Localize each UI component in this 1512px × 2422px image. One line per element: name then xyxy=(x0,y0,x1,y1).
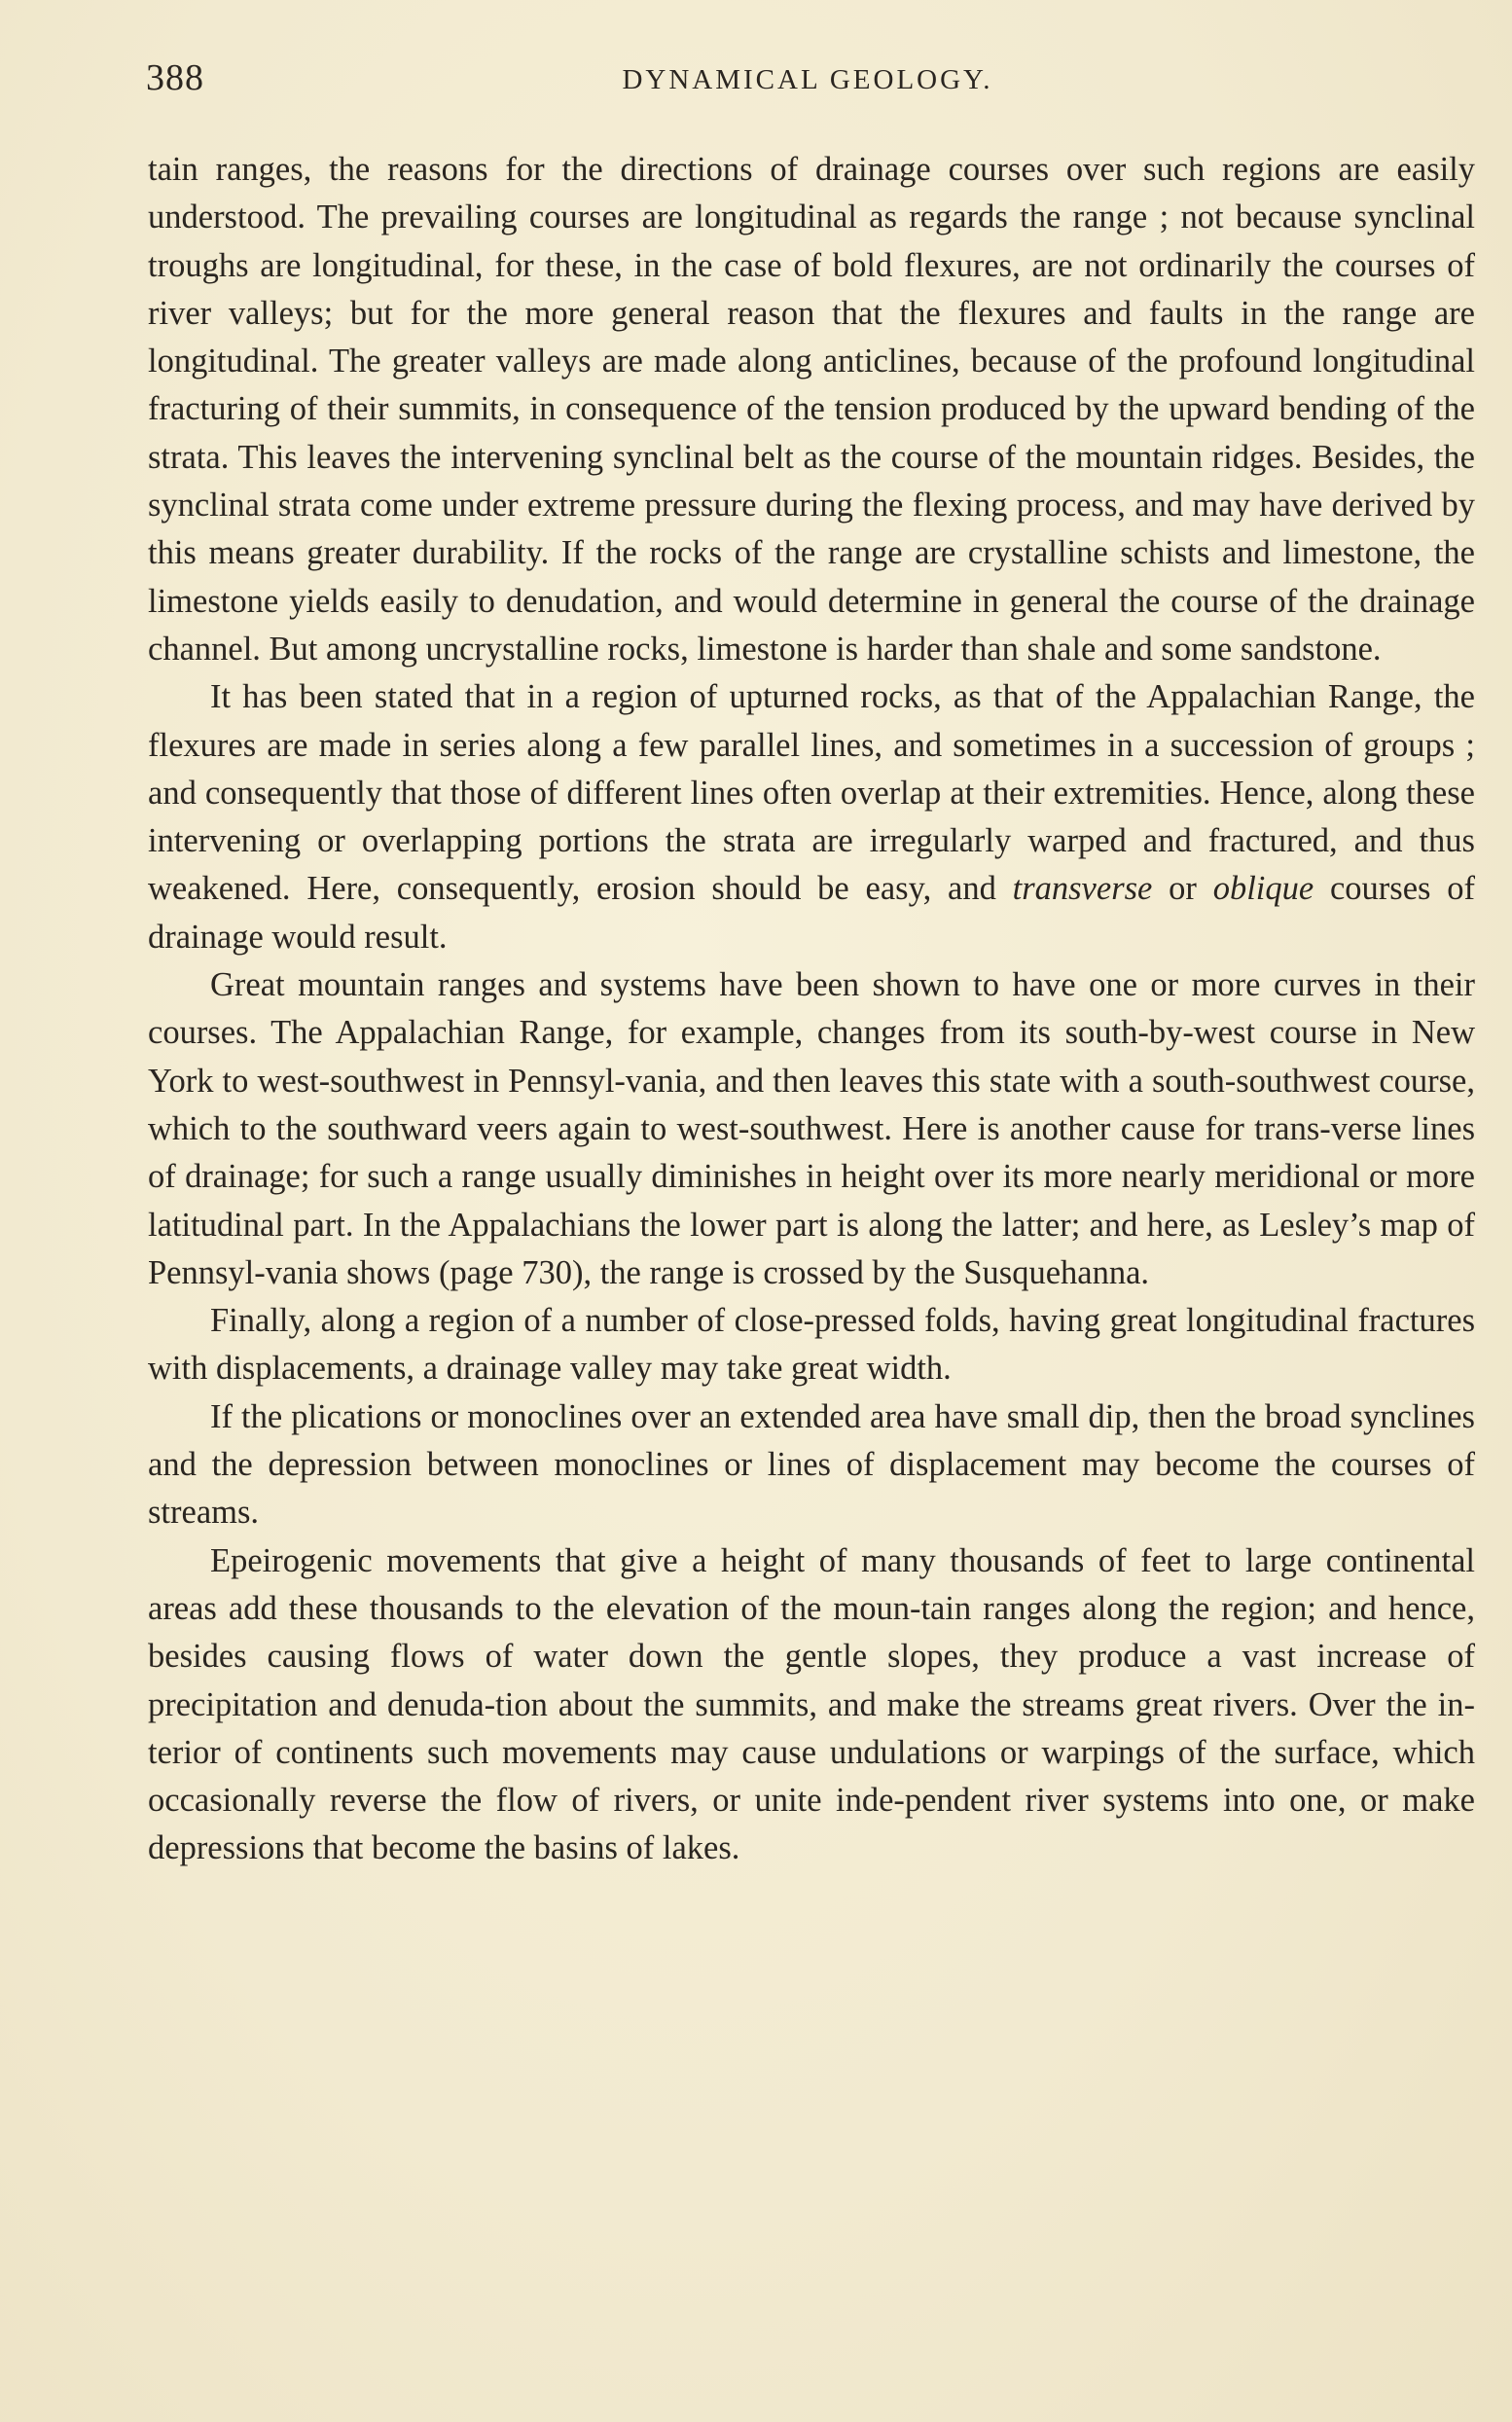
paragraph-text: courses of drainage would result. xyxy=(148,870,1475,956)
paragraph-text: If the plications or monoclines over an extended area have small dip, then the broad synclines and the depression between monoclines or lines of displacement may become the courses of streams. xyxy=(148,1397,1475,1532)
running-head: DYNAMICAL GEOLOGY. xyxy=(622,64,993,95)
paragraph-text: or xyxy=(1152,870,1213,908)
paragraph-text: tain ranges, the reasons for the directions of drainage courses over such regions are easily understood. The prevailing courses are longitudinal as regards the range ; not because synclinal troughs are longitudinal, for these, in the case of bold flexures, are not ordinarily the courses of river valleys; but for the more general reason that the flexures and faults in the range are longitudinal. The greater valleys are made along anticlines, because of the profound longitudinal fracturing of their summits, in consequence of the tension produced by the upward bending of the strata. This leaves the intervening synclinal belt as the course of the mountain ridges. Besides, the synclinal strata come under extreme pressure during the flexing process, and may have derived by this means greater durability. If the rocks of the range are crystalline schists and limestone, the limestone yields easily to denudation, and would determine in general the course of the drainage channel. But among uncrystalline rocks, limestone is harder than shale and some sandstone. xyxy=(148,151,1475,668)
paragraph xyxy=(148,1297,1475,1393)
paragraph xyxy=(148,1537,1475,1873)
page-header xyxy=(146,56,1469,115)
paragraph xyxy=(148,146,1475,673)
body-text xyxy=(148,146,1475,1873)
paragraph-text: Finally, along a region of a number of close-pressed folds, having great longitudinal fractures with displacements, a drainage valley may take great width. xyxy=(148,1302,1475,1388)
paragraph-text: Epeirogenic movements that give a height of many thousands of feet to large continental areas add these thousands to the elevation of the moun-tain ranges along the region; and hence, besides causing flows of water down the gentle slopes, they produce a vast increase of precipitation and denuda-tion about the summits, and make the streams great rivers. Over the in-terior of continents such movements may cause undulations or warpings of the surface, which occasionally reverse the flow of rivers, or unite inde-pendent river systems into one, or make depressions that become the basins of lakes. xyxy=(148,1541,1475,1867)
paragraph xyxy=(148,961,1475,1297)
paragraph xyxy=(148,1393,1475,1537)
paragraph-text: Great mountain ranges and systems have been shown to have one or more curves in their courses. The Appalachian Range, for example, changes from its south-by-west course in New York to west-southwest in Pennsyl-vania, and then leaves this state with a south-southwest course, which to the southward veers again to west-southwest. Here is another cause for trans-verse lines of drainage; for such a range usually diminishes in height over its more nearly meridional or more latitudinal part. In the Appalachians the lower part is along the latter; and here, as Lesley’s map of Pennsyl-vania shows (page 730), the range is crossed by the Susquehanna. xyxy=(148,966,1475,1291)
page-number: 388 xyxy=(146,57,204,98)
italic-text: transverse xyxy=(1012,870,1153,908)
italic-text: oblique xyxy=(1212,870,1314,908)
paragraph-text: It has been stated that in a region of upturned rocks, as that of the Appalachian Range, the flexures are made in series along a few parallel lines, and sometimes in a succession of groups ; and consequently that those of different lines often overlap at their extremities. Hence, along these intervening or overlapping portions the strata are irregularly warped and fractured, and thus weakened. Here, consequently, erosion should be easy, and xyxy=(148,678,1475,908)
paragraph xyxy=(148,673,1475,961)
